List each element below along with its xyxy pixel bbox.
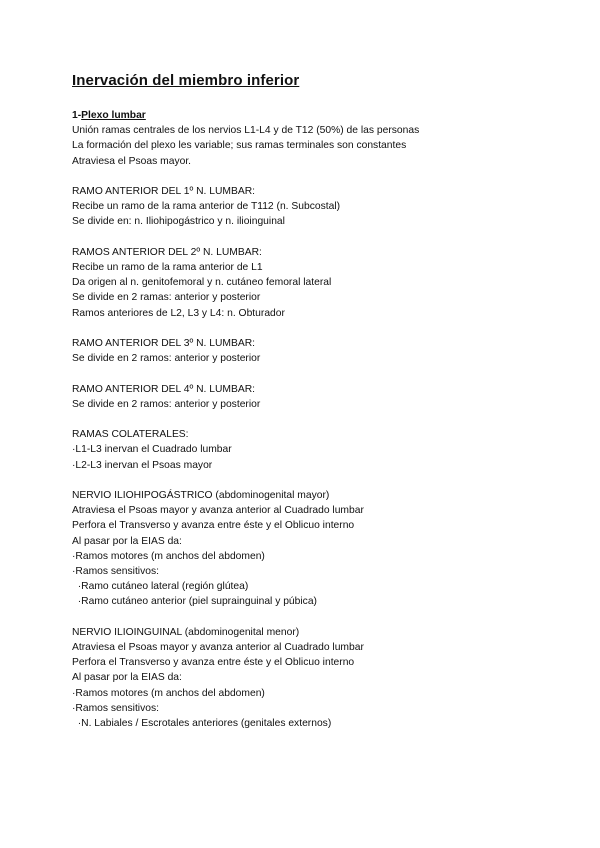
page-title: Inervación del miembro inferior [72,72,300,89]
intro-block [72,123,542,169]
section-ramo-4 [72,382,542,412]
intro-line: La formación del plexo les variable; sus ramas terminales son constantes [72,140,407,152]
text-line: ·Ramos motores (m anchos del abdomen) [72,550,265,562]
subsection-title: NERVIO ILIOHIPOGÁSTRICO (abdominogenital mayor) [72,489,330,501]
text-line: Se divide en 2 ramos: anterior y posterior [72,398,261,410]
intro-line: Unión ramas centrales de los nervios L1-L4 y de T12 (50%) de las personas [72,125,420,137]
text-line: Al pasar por la EIAS da: [72,535,182,547]
subsection-title: RAMO ANTERIOR DEL 3º N. LUMBAR: [72,338,256,349]
text-line: Al pasar por la EIAS da: [72,672,182,684]
section-ramas-colaterales [72,427,542,473]
section-ramo-2 [72,245,542,321]
text-line: ·Ramos motores (m anchos del abdomen) [72,687,265,699]
text-line: Se divide en 2 ramos: anterior y posterior [72,353,261,365]
section-number: 1- [72,110,82,121]
subsection-title: RAMOS ANTERIOR DEL 2º N. LUMBAR: [72,246,262,258]
section-heading-text: Plexo lumbar [81,110,146,121]
subsection-title: RAMAS COLATERALES: [72,429,189,441]
text-line: Da origen al n. genitofemoral y n. cutáneo femoral lateral [72,277,332,289]
text-line: ·N. Labiales / Escrotales anteriores (genitales externos) [72,718,332,730]
document-body [72,108,542,731]
text-line: Atraviesa el Psoas mayor y avanza anterior al Cuadrado lumbar [72,642,364,653]
section-heading [72,108,542,123]
text-line: ·Ramos sensitivos: [72,702,159,714]
text-line: ·Ramos sensitivos: [72,566,159,577]
intro-line: Atraviesa el Psoas mayor. [72,155,192,167]
text-line: Ramos anteriores de L2, L3 y L4: n. Obturador [72,307,285,319]
subsection-title: RAMO ANTERIOR DEL 4º N. LUMBAR: [72,383,256,395]
text-line: Se divide en 2 ramas: anterior y posterior [72,292,261,304]
subsection-title: NERVIO ILIOINGUINAL (abdominogenital menor) [72,626,300,638]
section-ramo-1 [72,184,542,230]
section-nervio-ilioinguinal [72,625,542,731]
text-line: Se divide en: n. Iliohipogástrico y n. ilioinguinal [72,216,285,228]
section-nervio-iliohipogastrico [72,488,542,610]
text-line: ·Ramo cutáneo lateral (región glútea) [72,581,249,593]
text-line: ·L1-L3 inervan el Cuadrado lumbar [72,444,232,456]
section-ramo-3 [72,336,542,366]
subsection-title: RAMO ANTERIOR DEL 1º N. LUMBAR: [72,186,256,197]
text-line: Perfora el Transverso y avanza entre éste y el Oblicuo interno [72,520,355,532]
text-line: Recibe un ramo de la rama anterior de T112 (n. Subcostal) [72,201,341,213]
text-line: Recibe un ramo de la rama anterior de L1 [72,262,263,273]
text-line: Atraviesa el Psoas mayor y avanza anterior al Cuadrado lumbar [72,505,364,517]
text-line: Perfora el Transverso y avanza entre éste y el Oblicuo interno [72,657,355,669]
text-line: ·Ramo cutáneo anterior (piel suprainguinal y púbica) [72,596,317,608]
text-line: ·L2-L3 inervan el Psoas mayor [72,459,213,471]
